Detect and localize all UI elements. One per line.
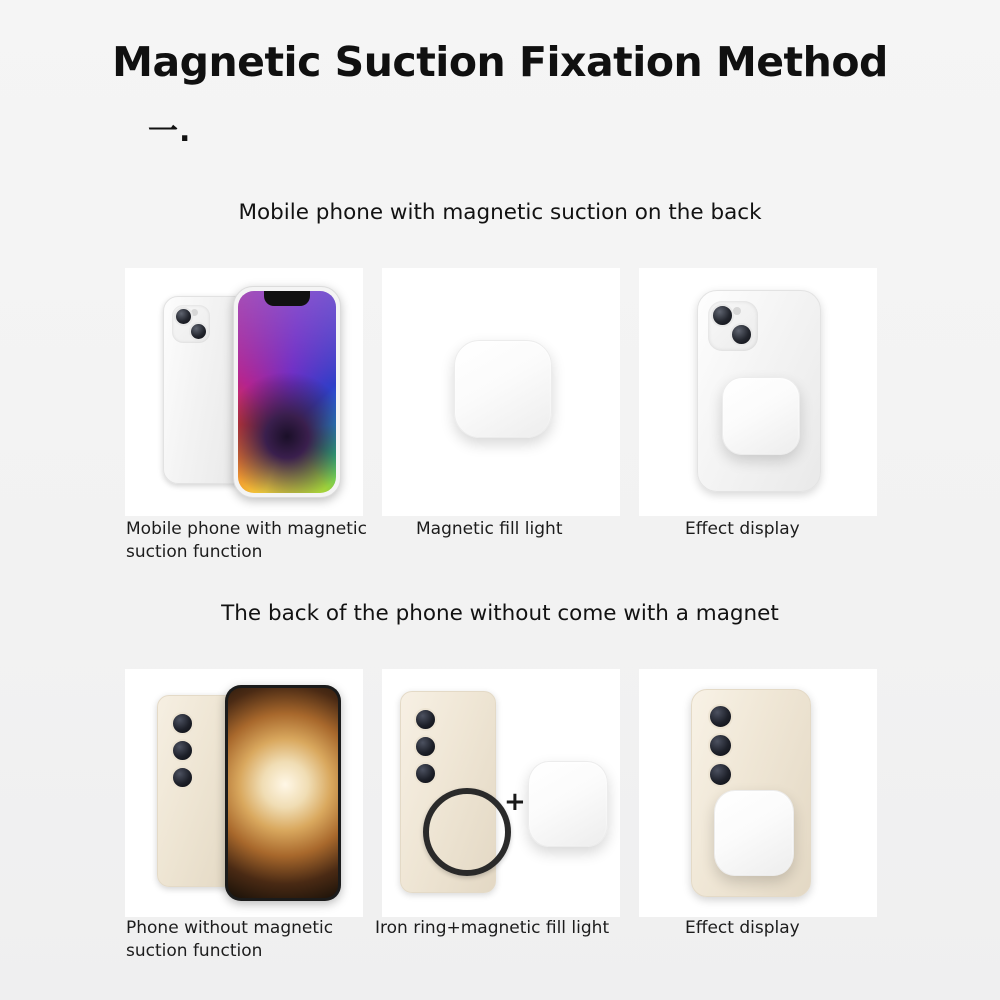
card-caption: Effect display [685,519,800,539]
android-front-body [225,685,341,901]
camera-lens-icon [730,323,753,346]
card-caption: Magnetic fill light [416,519,563,539]
card-caption: Effect display [685,918,800,938]
card-iphone-magnetic [125,268,363,516]
camera-lens-icon [708,733,733,758]
card-caption: Phone without magnetic suction function [126,918,334,961]
card-effect-display-android [639,669,877,917]
camera-lens-icon [189,322,208,341]
magnetic-fill-light-puck [528,761,608,847]
magnetic-fill-light-puck [454,340,552,438]
camera-lens-icon [171,739,194,762]
phone-screen [238,291,336,493]
camera-lens-icon [708,762,733,787]
card-row-2 [125,669,877,917]
phone-screen [228,688,338,898]
camera-module-icon [172,305,210,343]
section-heading-1: Mobile phone with magnetic suction on the back [238,200,762,225]
flash-icon [733,307,741,315]
camera-lens-icon [171,712,194,735]
card-magnetic-fill-light [382,268,620,516]
android-back-body [691,689,811,897]
iphone-front-body [233,286,341,498]
section-heading-2: The back of the phone without come with a magnet [221,601,779,626]
iphone-back-body [697,290,821,492]
camera-lens-icon [708,704,733,729]
camera-lens-icon [414,762,437,785]
iphone-illustration [125,268,363,516]
camera-lens-icon [414,708,437,731]
section-number-mark: 一. [148,114,192,149]
iron-ring [423,788,511,876]
screen-notch [264,291,310,306]
card-caption: Iron ring+magnetic fill light [375,918,610,938]
page-title: Magnetic Suction Fixation Method [112,38,888,86]
camera-lens-icon [171,766,194,789]
card-row-1 [125,268,877,516]
camera-lens-icon [711,304,734,327]
camera-module-icon [708,301,758,351]
plus-symbol: + [504,787,526,817]
card-android-no-magnet [125,669,363,917]
card-iron-ring-plus-light [382,669,620,917]
magnetic-fill-light-puck [714,790,794,876]
camera-lens-icon [414,735,437,758]
android-illustration [125,669,363,917]
magnetic-fill-light-puck [722,377,800,455]
camera-lens-icon [174,307,193,326]
card-caption: Mobile phone with magnetic suction function [126,519,367,562]
card-effect-display-iphone [639,268,877,516]
android-back-body [400,691,496,893]
